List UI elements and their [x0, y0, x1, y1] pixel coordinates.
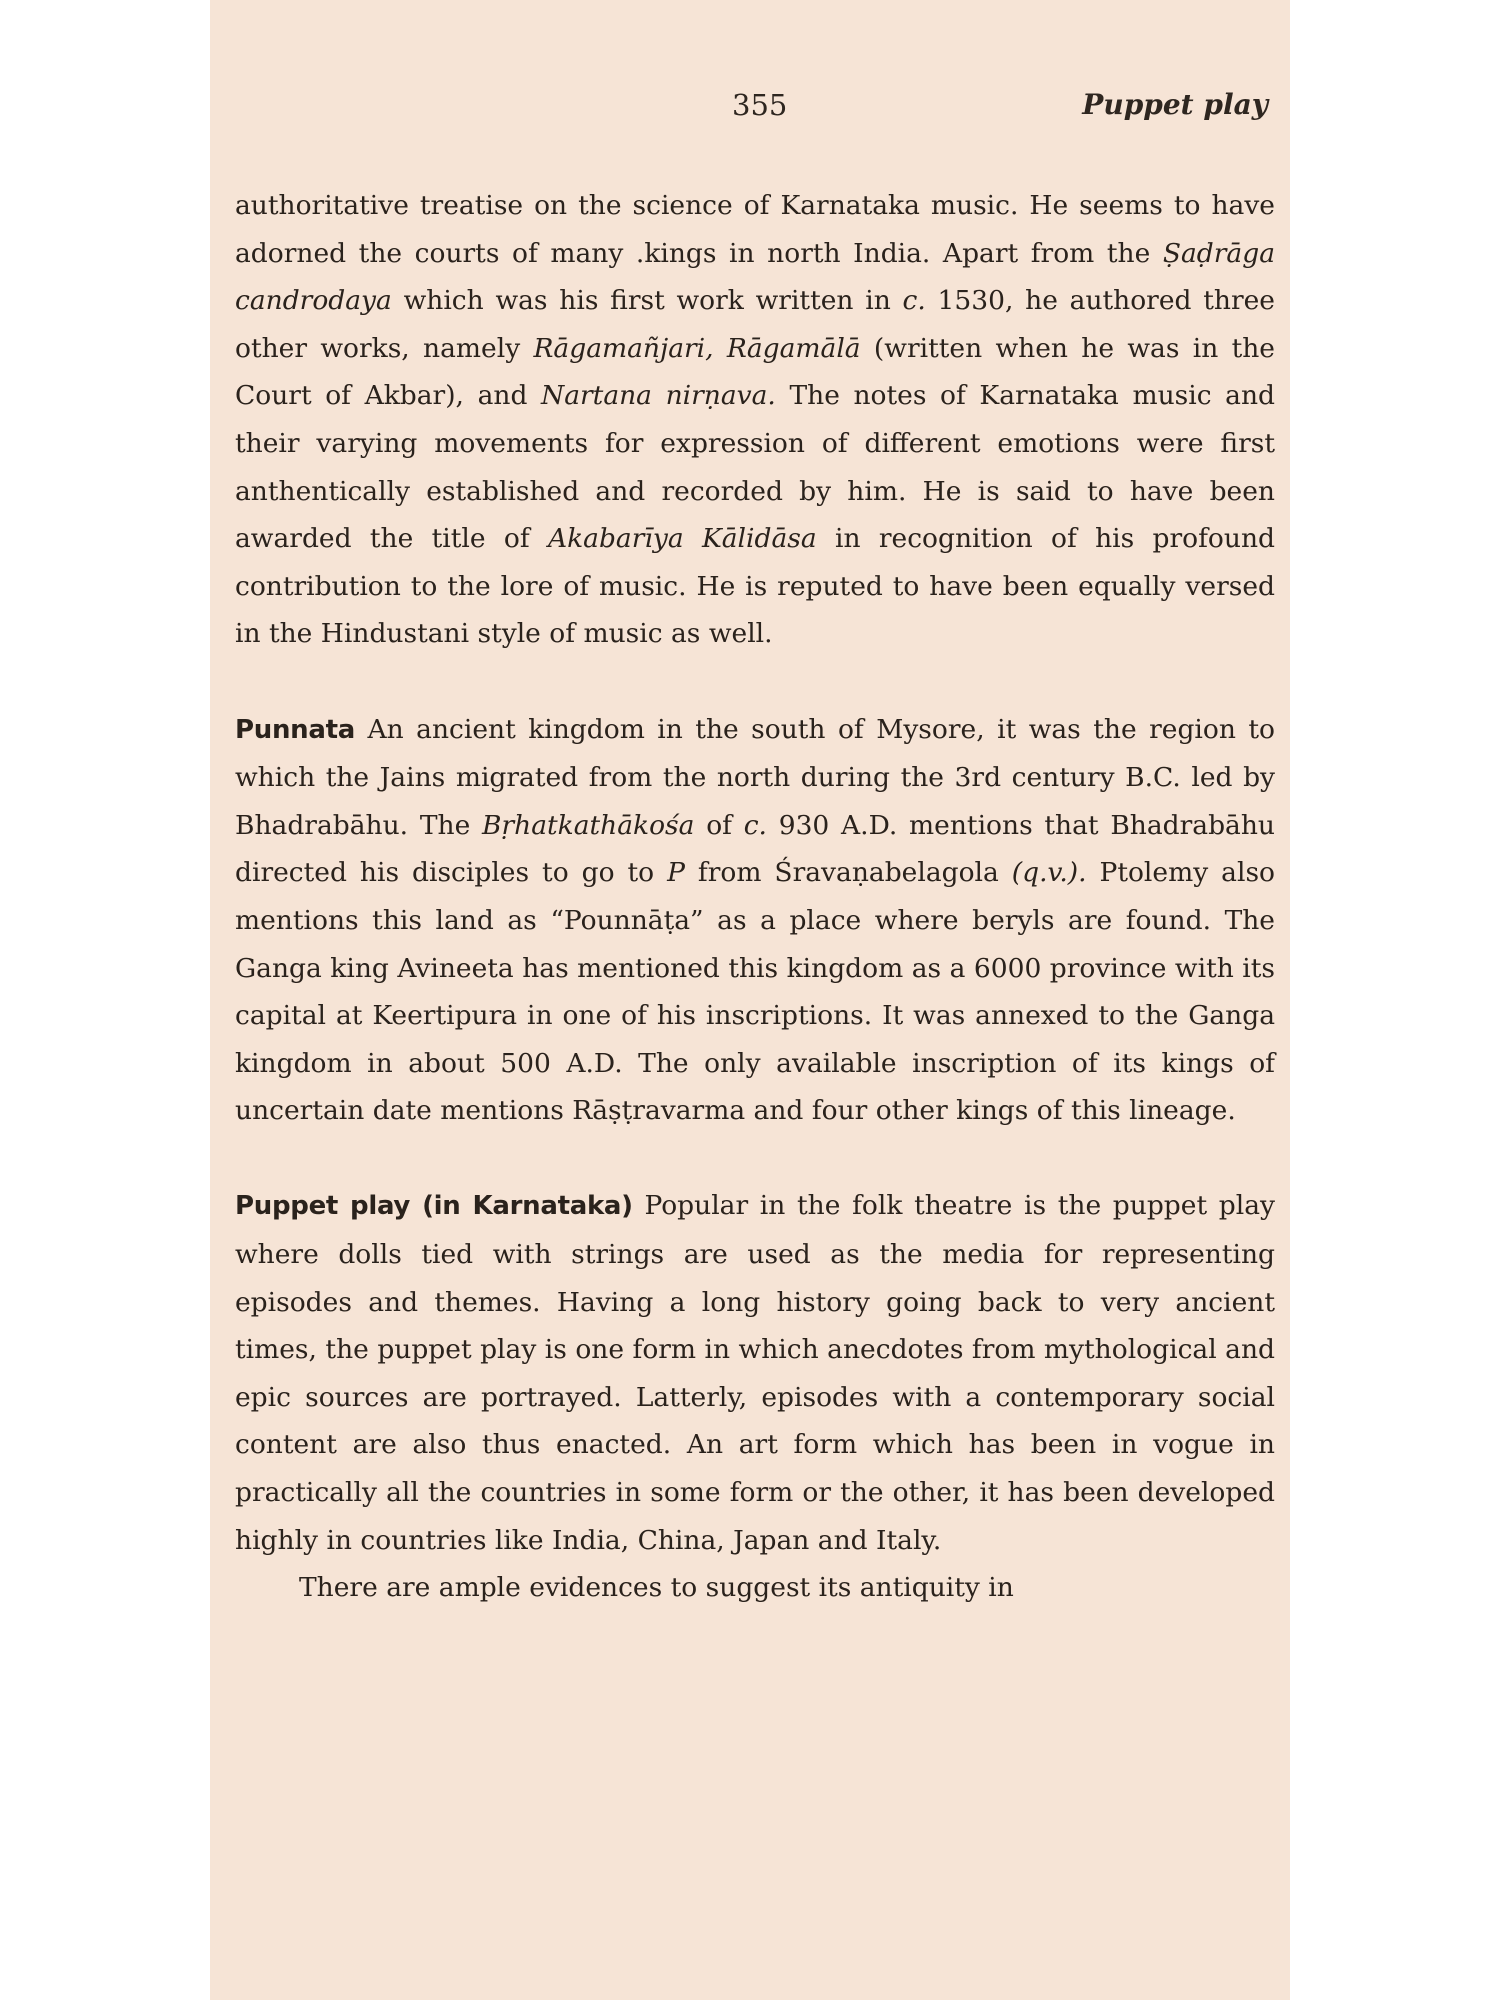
- entry-text: in recognition of his profound contribution to the lore of music. He is reputed to have been equally versed in the Hindustani style of music as well.: [235, 523, 1275, 650]
- entry-text: 930 A.D. mentions that Bhadrabāhu directed his disciples to go to: [235, 809, 1275, 889]
- title-phrase: Akabarīya Kālidāsa: [547, 523, 817, 555]
- scanned-page: [210, 0, 1290, 2000]
- entry-text: 1530, he authored three other works, namely: [235, 285, 1275, 364]
- entry-text: from Śravaṇabelagola: [684, 857, 1012, 889]
- page-body: [235, 182, 1275, 1612]
- entry-text: The notes of Karnataka music and their varying movements for expression of different emotions were first anthentically established and recorded by him. He is said to have been awarded the title of: [235, 380, 1275, 555]
- running-head: Puppet play: [1082, 88, 1268, 121]
- page-number: 355: [732, 88, 788, 122]
- entry-text: Popular in the folk theatre is the puppet play where dolls tied with strings are used as the media for representing episodes and themes. Having a long history going back to very ancient times, the puppet play is one form in which anecdotes from mythological and epic sources are portrayed. Latterly, episodes with a contemporary social content are also thus enacted. An art form which has been in vogue in practically all the countries in some form or the other, it has been developed highly in countries like India, China, Japan and Italy.: [235, 1190, 1275, 1556]
- work-title: Ṣaḍrāga candrodaya: [235, 237, 1275, 317]
- work-title: Nartana nirṇava.: [541, 380, 776, 412]
- entry-term: Puppet play (in Karnataka): [235, 1191, 633, 1222]
- work-title: Rāgamañjari, Rāgamālā: [533, 332, 861, 364]
- entry-text: (written when he was in the Court of Akbar), and: [235, 332, 1275, 412]
- entry-text: An ancient kingdom in the south of Mysore, it was the region to which the Jains migrated from the north during the 3rd century B.C. led by Bhadrabāhu. The: [235, 713, 1275, 841]
- entry-previous-continued: [235, 182, 1275, 658]
- entry-text: which was his first work written in: [391, 285, 903, 317]
- cross-reference: (q.v.).: [1011, 857, 1087, 889]
- entry-text: of: [694, 809, 744, 841]
- entry-paragraph: There are ample evidences to suggest its antiquity in: [299, 1572, 1014, 1604]
- entry-paragraph: [235, 1182, 1275, 1564]
- abbreviation: c.: [743, 809, 767, 841]
- abbreviation: P: [667, 857, 685, 889]
- entry-puppet-play: [235, 1182, 1275, 1611]
- page-header: [210, 88, 1290, 128]
- entry-term: Punnata: [235, 714, 356, 745]
- work-title: Bṛhatkathākośa: [482, 809, 695, 841]
- entry-text: Ptolemy also mentions this land as “Pounnāṭa” as a place where beryls are found. The Ganga king Avineeta has mentioned this kingdom as a 6000 province with its capital at Keertipura in one of his inscriptions. It was annexed to the Ganga kingdom in about 500 A.D. The only available inscription of its kings of uncertain date mentions Rāṣṭravarma and four other kings of this lineage.: [235, 857, 1275, 1127]
- abbreviation: c.: [902, 285, 926, 317]
- entry-text: authoritative treatise on the science of Karnataka music. He seems to have adorned the courts of many .kings in north India. Apart from the: [235, 190, 1275, 269]
- entry-punnata: [235, 706, 1275, 1135]
